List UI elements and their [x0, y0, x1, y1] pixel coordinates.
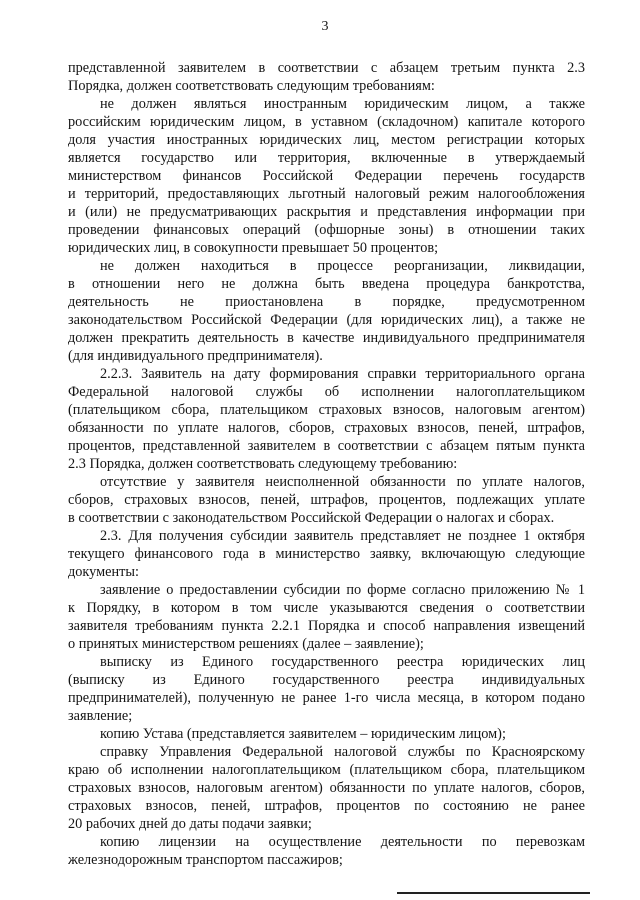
paragraph — [68, 743, 585, 833]
text-line: отсутствие у заявителя неисполненной обязанности по уплате налогов, — [100, 474, 585, 490]
text-line: предпринимателей), полученную не ранее 1-го числа месяца, в котором подано — [68, 690, 585, 706]
text-line: о принятых министерством решениях (далее – заявление); — [68, 636, 424, 652]
text-line: (плательщиком сбора, плательщиком страховых взносов, налоговым агентом) — [68, 402, 585, 418]
text-line: является государство или территория, включенные в утверждаемый — [68, 150, 585, 166]
text-line: не должен находиться в процессе реорганизации, ликвидации, — [100, 258, 585, 274]
paragraph — [68, 527, 585, 581]
text-line: заявителя требованиям пункта 2.2.1 Порядка и способ направления извещений — [68, 618, 585, 634]
text-line: министерством финансов Российской Федерации перечень государств — [68, 168, 585, 184]
text-line: (для индивидуального предпринимателя). — [68, 348, 323, 364]
page-number: 3 — [321, 19, 329, 34]
document-body — [68, 59, 585, 869]
paragraph — [68, 833, 585, 869]
paragraph — [68, 581, 585, 653]
text-line: 2.2.3. Заявитель на дату формирования справки территориального органа — [100, 366, 585, 382]
text-line: представленной заявителем в соответствии с абзацем третьим пункта 2.3 — [68, 60, 585, 76]
text-line: копию лицензии на осуществление деятельности по перевозкам — [100, 834, 585, 850]
text-line: страховых взносов, пеней, штрафов, процентов по состоянию не ранее — [68, 798, 585, 814]
text-line: и (или) не предусматривающих раскрытия и представления информации при — [68, 204, 585, 220]
text-line: в соответствии с законодательством Российской Федерации о налогах и сборах. — [68, 510, 555, 526]
paragraph — [68, 473, 585, 527]
text-line: не должен являться иностранным юридическим лицом, а также — [100, 96, 585, 112]
text-line: деятельность не приостановлена в порядке, предусмотренном — [68, 294, 585, 310]
bottom-rule — [397, 892, 590, 894]
text-line: сборов, страховых взносов, пеней, штрафов, процентов, подлежащих уплате — [68, 492, 585, 508]
text-line: процентов, представленной заявителем в соответствии с абзацем пятым пункта — [68, 438, 585, 454]
text-line: 2.3 Порядка, должен соответствовать следующему требованию: — [68, 456, 458, 472]
text-line: обязанности по уплате налогов, сборов, страховых взносов, пеней, штрафов, — [68, 420, 585, 436]
text-line: 20 рабочих дней до даты подачи заявки; — [68, 816, 312, 832]
text-line: документы: — [68, 564, 139, 580]
text-line: копию Устава (представляется заявителем – юридическим лицом); — [100, 726, 506, 742]
text-line: юридических лиц, в совокупности превышает 50 процентов; — [68, 240, 439, 256]
text-line: выписку из Единого государственного реестра юридических лиц — [100, 654, 585, 670]
text-line: к Порядку, в котором в том числе указываются сведения о соответствии — [68, 600, 585, 616]
paragraph — [68, 725, 585, 743]
text-line: Федеральной налоговой службы об исполнении налогоплательщиком — [68, 384, 585, 400]
paragraph — [68, 653, 585, 725]
paragraph — [68, 257, 585, 365]
text-line: (выписку из Единого государственного реестра индивидуальных — [68, 672, 585, 688]
text-line: краю об исполнении налогоплательщиком (плательщиком сбора, плательщиком — [68, 762, 585, 778]
text-line: Порядка, должен соответствовать следующим требованиям: — [68, 78, 435, 94]
paragraph — [68, 59, 585, 95]
text-line: и территорий, предоставляющих льготный налоговый режим налогообложения — [68, 186, 585, 202]
text-line: справку Управления Федеральной налоговой службы по Красноярскому — [100, 744, 585, 760]
text-line: должен прекратить деятельность в качестве индивидуального предпринимателя — [68, 330, 585, 346]
text-line: доля участия иностранных юридических лиц, местом регистрации которых — [68, 132, 585, 148]
text-line: заявление; — [68, 708, 133, 724]
text-line: в отношении него не должна быть введена процедура банкротства, — [68, 276, 585, 292]
text-line: железнодорожным транспортом пассажиров; — [68, 852, 343, 868]
text-line: текущего финансового года в министерство заявку, включающую следующие — [68, 546, 585, 562]
text-line: законодательством Российской Федерации (для юридических лиц), а также не — [68, 312, 585, 328]
text-line: 2.3. Для получения субсидии заявитель представляет не позднее 1 октября — [100, 528, 585, 544]
text-line: российским юридическим лицом, в уставном (складочном) капитале которого — [68, 114, 585, 130]
paragraph — [68, 95, 585, 257]
text-line: страховых взносов, налоговым агентом) обязанности по уплате налогов, сборов, — [68, 780, 585, 796]
paragraph — [68, 365, 585, 473]
text-line: проведении финансовых операций (офшорные зоны) в отношении таких — [68, 222, 585, 238]
text-line: заявление о предоставлении субсидии по форме согласно приложению № 1 — [100, 582, 585, 598]
